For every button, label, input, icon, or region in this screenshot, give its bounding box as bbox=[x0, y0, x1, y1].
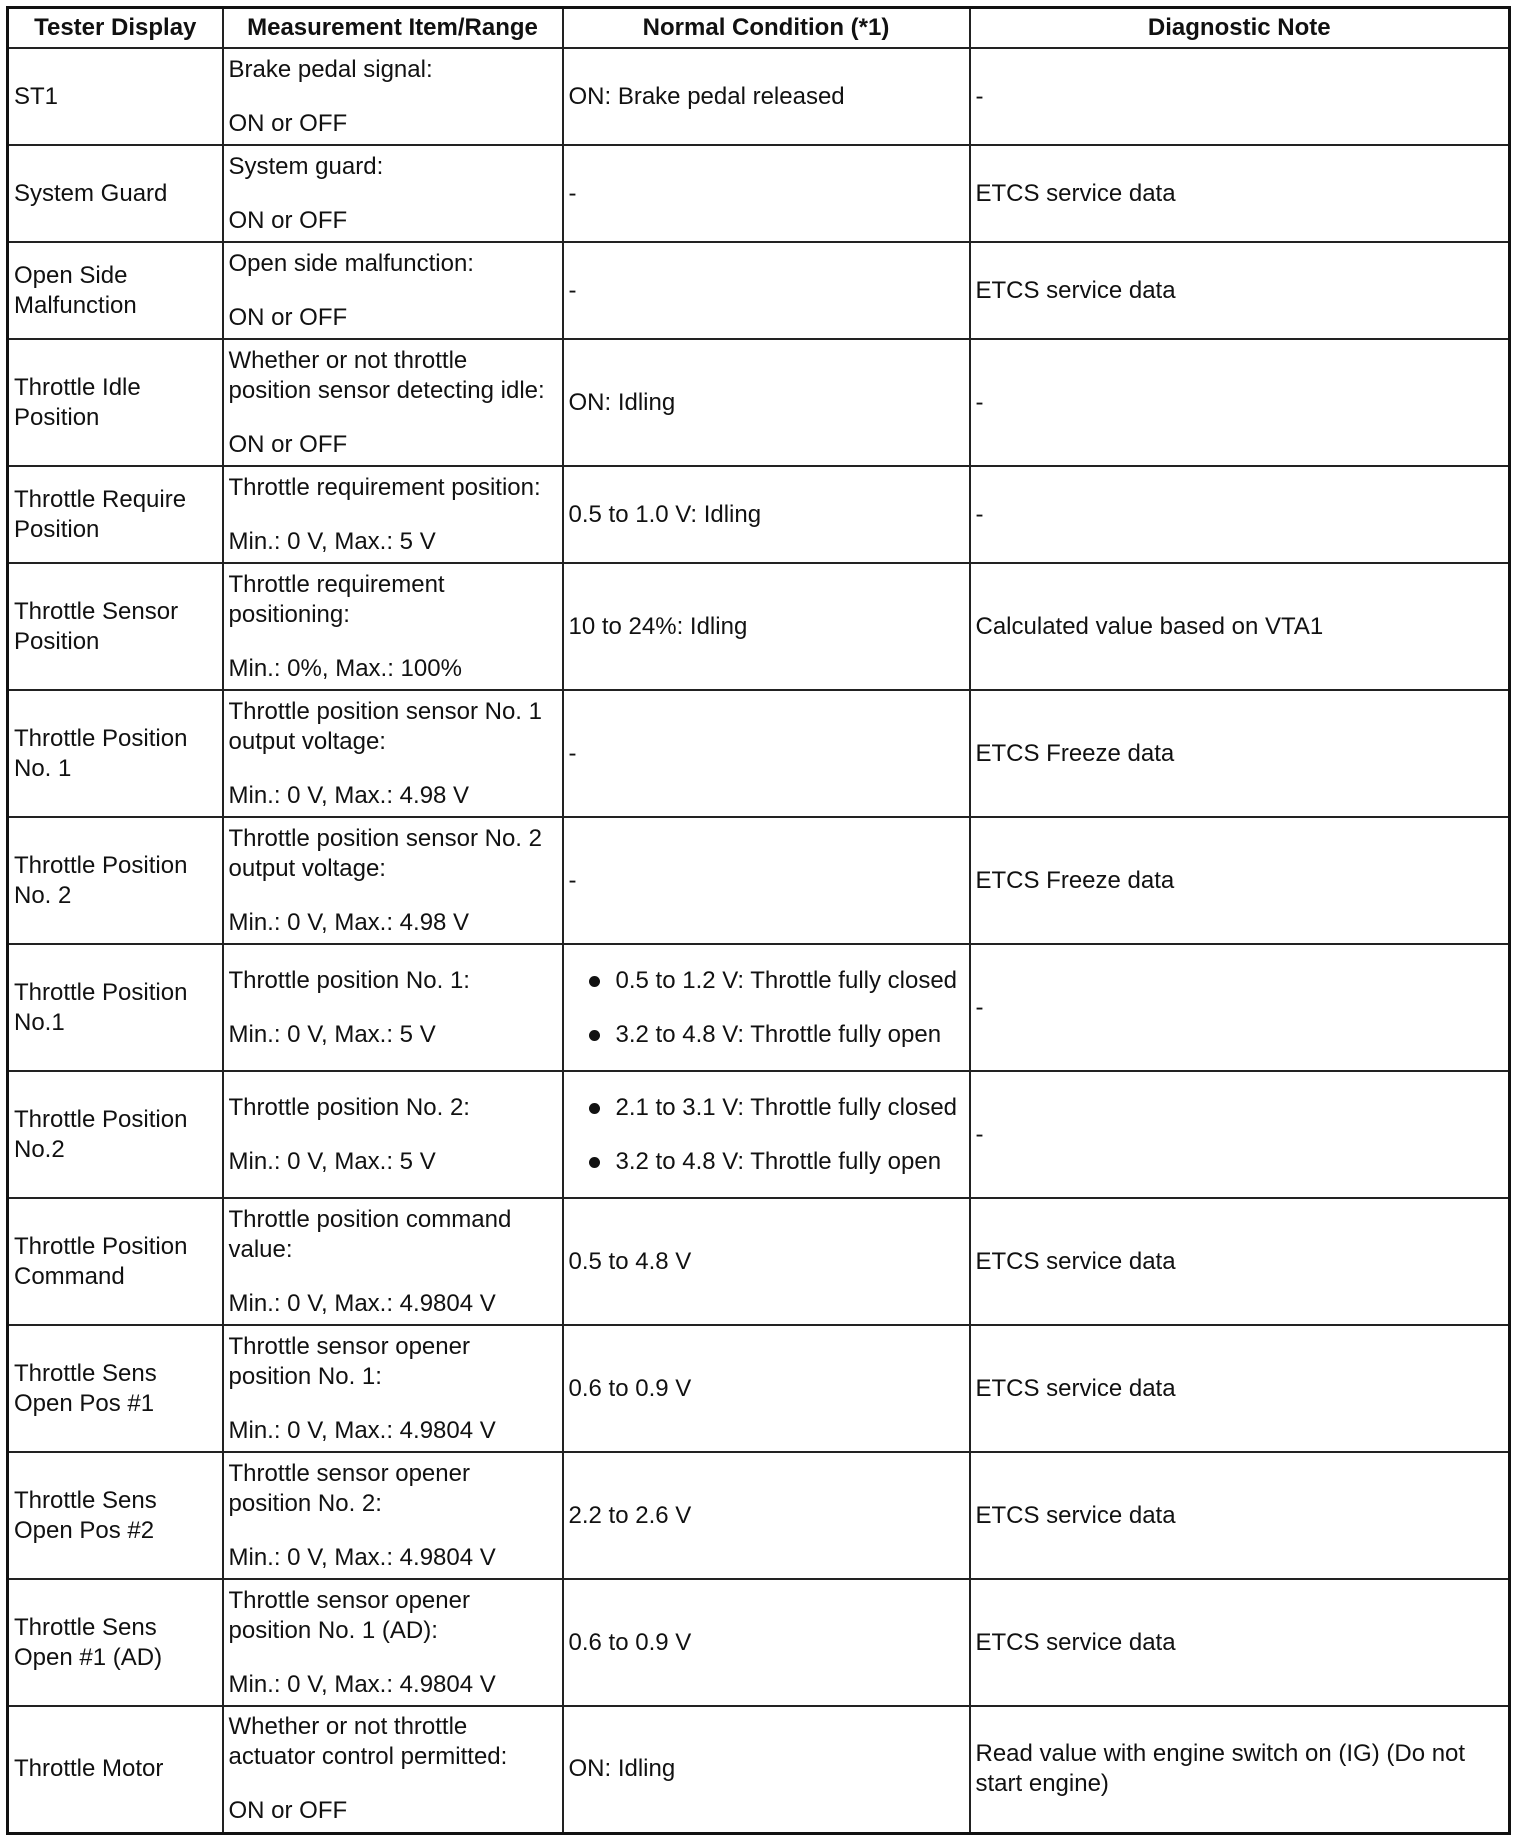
measurement-item: Throttle sensor opener position No. 1: bbox=[228, 1332, 470, 1390]
measurement-cell bbox=[223, 466, 563, 563]
tester-display-cell: System Guard bbox=[8, 145, 223, 242]
normal-condition-cell: 0.6 to 0.9 V bbox=[563, 1579, 970, 1706]
normal-condition-cell: - bbox=[563, 817, 970, 944]
measurement-item: System guard: bbox=[228, 152, 384, 180]
measurement-cell bbox=[223, 1706, 563, 1833]
normal-condition-cell: ON: Idling bbox=[563, 1706, 970, 1833]
measurement-cell bbox=[223, 1325, 563, 1452]
tester-display-cell: Throttle Require Position bbox=[8, 466, 223, 563]
measurement-cell bbox=[223, 690, 563, 817]
measurement-cell bbox=[223, 1452, 563, 1579]
measurement-cell bbox=[223, 944, 563, 1071]
table-row bbox=[8, 944, 1510, 1071]
header-row bbox=[8, 8, 1510, 49]
table-row bbox=[8, 339, 1510, 466]
diagnostic-note-cell: ETCS service data bbox=[970, 1325, 1510, 1452]
normal-condition-cell: 0.5 to 4.8 V bbox=[563, 1198, 970, 1325]
diagnostic-note-cell: ETCS service data bbox=[970, 145, 1510, 242]
tester-display-cell: Throttle Position No. 2 bbox=[8, 817, 223, 944]
measurement-cell bbox=[223, 1579, 563, 1706]
condition-list bbox=[569, 1093, 964, 1177]
measurement-cell bbox=[223, 339, 563, 466]
diagnostic-note-cell: ETCS Freeze data bbox=[970, 690, 1510, 817]
header-tester-display: Tester Display bbox=[8, 8, 223, 49]
tester-display-cell: Throttle Position No. 1 bbox=[8, 690, 223, 817]
table-row bbox=[8, 1198, 1510, 1325]
tester-display-cell: Throttle Position No.1 bbox=[8, 944, 223, 1071]
normal-condition-cell: - bbox=[563, 242, 970, 339]
measurement-item: Brake pedal signal: bbox=[228, 55, 433, 83]
tester-display-cell: Throttle Position Command bbox=[8, 1198, 223, 1325]
measurement-item: Whether or not throttle actuator control permitted: bbox=[228, 1713, 508, 1771]
condition-list bbox=[569, 966, 964, 1050]
measurement-range: Min.: 0 V, Max.: 4.98 V bbox=[228, 781, 470, 809]
tester-display-cell: Throttle Idle Position bbox=[8, 339, 223, 466]
normal-condition-cell: 0.6 to 0.9 V bbox=[563, 1325, 970, 1452]
diagnostic-note-cell: - bbox=[970, 944, 1510, 1071]
diagnostic-note-cell: ETCS service data bbox=[970, 1579, 1510, 1706]
measurement-cell bbox=[223, 563, 563, 690]
tester-display-cell: Throttle Sens Open Pos #1 bbox=[8, 1325, 223, 1452]
diagnostic-note-cell: - bbox=[970, 1071, 1510, 1198]
table-row bbox=[8, 48, 1510, 145]
tester-display-cell: Throttle Sens Open Pos #2 bbox=[8, 1452, 223, 1579]
measurement-item: Throttle position No. 2: bbox=[228, 1093, 470, 1121]
table-row bbox=[8, 1325, 1510, 1452]
condition-list-item: 3.2 to 4.8 V: Throttle fully open bbox=[569, 1020, 964, 1050]
diagnostic-note-cell: - bbox=[970, 339, 1510, 466]
measurement-item: Throttle sensor opener position No. 1 (AD): bbox=[228, 1586, 470, 1644]
diagnostic-note-cell: Read value with engine switch on (IG) (Do not start engine) bbox=[970, 1706, 1510, 1833]
measurement-item: Open side malfunction: bbox=[228, 249, 474, 277]
tester-display-cell: Throttle Sens Open #1 (AD) bbox=[8, 1579, 223, 1706]
condition-list-item: 2.1 to 3.1 V: Throttle fully closed bbox=[569, 1093, 964, 1123]
normal-condition-cell: ON: Brake pedal released bbox=[563, 48, 970, 145]
measurement-range: Min.: 0 V, Max.: 5 V bbox=[228, 1147, 436, 1175]
measurement-range: Min.: 0 V, Max.: 4.9804 V bbox=[228, 1289, 496, 1317]
condition-list-item: 0.5 to 1.2 V: Throttle fully closed bbox=[569, 966, 964, 996]
normal-condition-cell: - bbox=[563, 690, 970, 817]
tester-display-cell: Throttle Sensor Position bbox=[8, 563, 223, 690]
measurement-range: Min.: 0%, Max.: 100% bbox=[228, 654, 462, 682]
normal-condition-cell bbox=[563, 944, 970, 1071]
measurement-cell bbox=[223, 48, 563, 145]
table-row bbox=[8, 1579, 1510, 1706]
measurement-cell bbox=[223, 1198, 563, 1325]
normal-condition-cell: 10 to 24%: Idling bbox=[563, 563, 970, 690]
measurement-item: Throttle position sensor No. 2 output voltage: bbox=[228, 824, 542, 882]
diagnostic-note-cell: ETCS service data bbox=[970, 1198, 1510, 1325]
data-list-table bbox=[6, 6, 1511, 1835]
measurement-cell bbox=[223, 242, 563, 339]
diagnostic-note-cell: ETCS service data bbox=[970, 1452, 1510, 1579]
measurement-cell bbox=[223, 145, 563, 242]
tester-display-cell: Throttle Motor bbox=[8, 1706, 223, 1833]
tester-display-cell: Throttle Position No.2 bbox=[8, 1071, 223, 1198]
diagnostic-note-cell: Calculated value based on VTA1 bbox=[970, 563, 1510, 690]
table-row bbox=[8, 690, 1510, 817]
measurement-range: Min.: 0 V, Max.: 4.9804 V bbox=[228, 1670, 496, 1698]
header-measurement-item: Measurement Item/Range bbox=[223, 8, 563, 49]
measurement-item: Throttle requirement position: bbox=[228, 473, 541, 501]
diagnostic-note-cell: - bbox=[970, 48, 1510, 145]
measurement-item: Throttle position No. 1: bbox=[228, 966, 470, 994]
normal-condition-cell: 0.5 to 1.0 V: Idling bbox=[563, 466, 970, 563]
measurement-range: ON or OFF bbox=[228, 1797, 348, 1825]
table-row bbox=[8, 563, 1510, 690]
measurement-item: Throttle requirement positioning: bbox=[228, 570, 445, 628]
measurement-cell bbox=[223, 817, 563, 944]
diagnostic-note-cell: ETCS Freeze data bbox=[970, 817, 1510, 944]
condition-list-item: 3.2 to 4.8 V: Throttle fully open bbox=[569, 1147, 964, 1177]
measurement-range: ON or OFF bbox=[228, 430, 348, 458]
measurement-item: Throttle sensor opener position No. 2: bbox=[228, 1459, 470, 1517]
table-row bbox=[8, 145, 1510, 242]
normal-condition-cell: 2.2 to 2.6 V bbox=[563, 1452, 970, 1579]
measurement-item: Throttle position sensor No. 1 output voltage: bbox=[228, 697, 542, 755]
measurement-range: Min.: 0 V, Max.: 4.9804 V bbox=[228, 1416, 496, 1444]
measurement-range: Min.: 0 V, Max.: 4.98 V bbox=[228, 908, 470, 936]
header-diagnostic-note: Diagnostic Note bbox=[970, 8, 1510, 49]
diagnostic-note-cell: - bbox=[970, 466, 1510, 563]
table-row bbox=[8, 1452, 1510, 1579]
table-row bbox=[8, 817, 1510, 944]
measurement-item: Whether or not throttle position sensor detecting idle: bbox=[228, 346, 545, 404]
table-row bbox=[8, 1706, 1510, 1833]
measurement-range: ON or OFF bbox=[228, 206, 348, 234]
tester-display-cell: Open Side Malfunction bbox=[8, 242, 223, 339]
normal-condition-cell bbox=[563, 1071, 970, 1198]
measurement-range: ON or OFF bbox=[228, 303, 348, 331]
measurement-item: Throttle position command value: bbox=[228, 1205, 512, 1263]
measurement-range: Min.: 0 V, Max.: 4.9804 V bbox=[228, 1543, 496, 1571]
measurement-range: ON or OFF bbox=[228, 109, 348, 137]
measurement-range: Min.: 0 V, Max.: 5 V bbox=[228, 527, 436, 555]
measurement-range: Min.: 0 V, Max.: 5 V bbox=[228, 1020, 436, 1048]
header-normal-condition: Normal Condition (*1) bbox=[563, 8, 970, 49]
table-row bbox=[8, 466, 1510, 563]
table-row bbox=[8, 242, 1510, 339]
normal-condition-cell: ON: Idling bbox=[563, 339, 970, 466]
normal-condition-cell: - bbox=[563, 145, 970, 242]
diagnostic-note-cell: ETCS service data bbox=[970, 242, 1510, 339]
measurement-cell bbox=[223, 1071, 563, 1198]
table-row bbox=[8, 1071, 1510, 1198]
tester-display-cell: ST1 bbox=[8, 48, 223, 145]
